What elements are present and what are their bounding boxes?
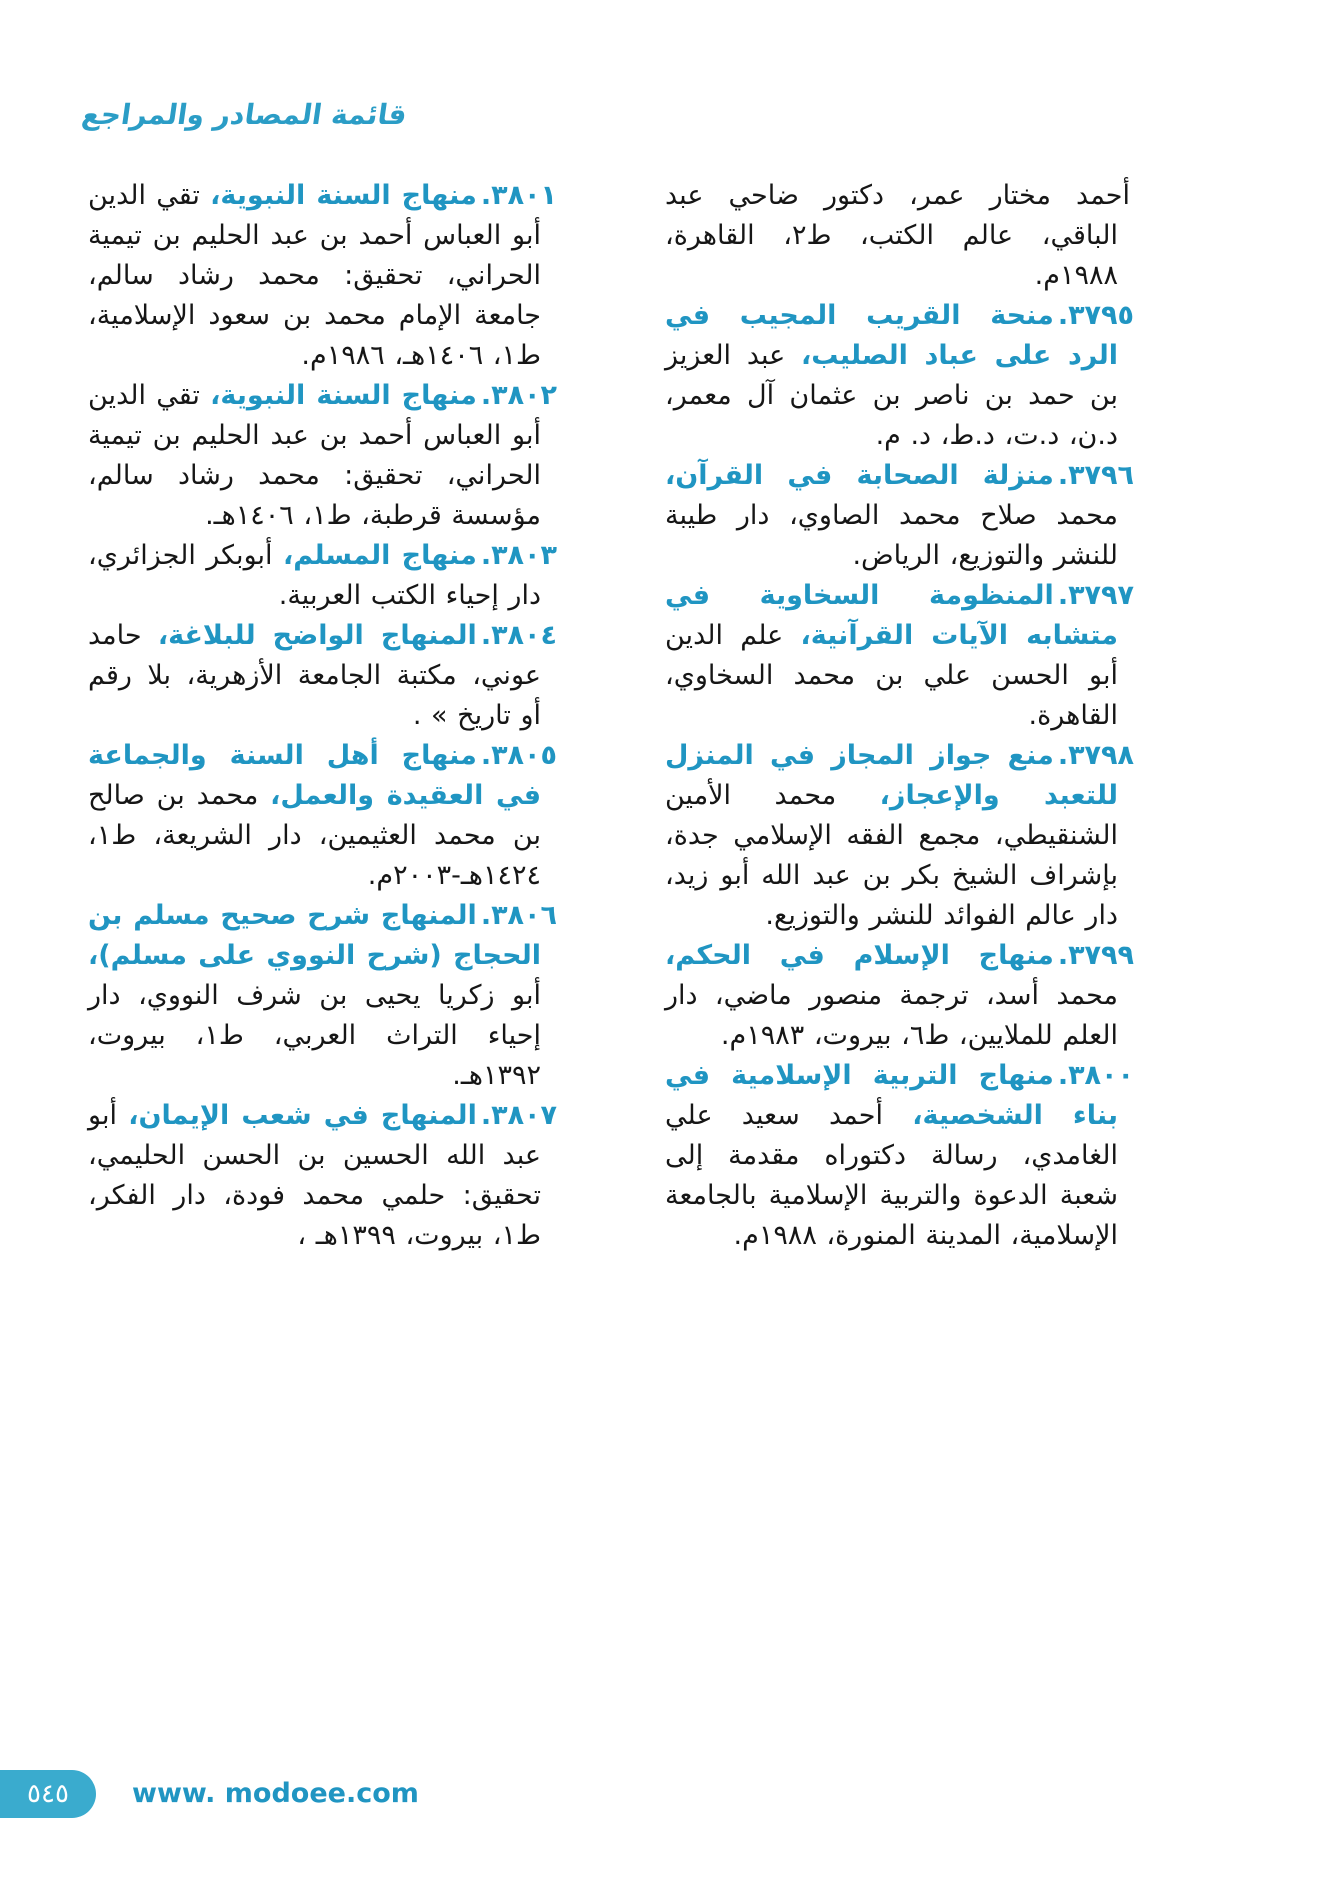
entry-body: تقي الدين أبو العباس أحمد بن عبد الحليم بن تيمية الحراني، تحقيق: محمد رشاد سالم، جامعة الإمام محمد بن سعود الإسلامية، ط١، ١٤٠٦هـ، ١٩٨٦م. [88,180,541,371]
bibliography-entry [665,176,1134,296]
entry-number: ٣٨٠٧. [480,1100,558,1131]
entry-number: ٣٨٠٤. [480,620,557,651]
bibliography-entry [88,176,557,376]
bibliography-entry [665,296,1134,456]
website-url: www. modoee.com [132,1778,419,1809]
entry-body: محمد الأمين الشنقيطي، مجمع الفقه الإسلامي جدة، بإشراف الشيخ بكر بن عبد الله أبو زيد، دار عالم الفوائد للنشر والتوزيع. [665,780,1118,931]
bibliography-entry [88,1096,557,1256]
column-right [665,176,1134,1256]
entry-title: منزلة الصحابة في القرآن، [665,460,1054,491]
entry-number: ٣٧٩٩. [1057,940,1134,971]
entry-body: عبد العزيز بن حمد بن ناصر بن عثمان آل معمر، د.ن، د.ت، د.ط، د. م. [665,340,1118,451]
bibliography-entry [665,456,1134,576]
entry-title: المنهاج الواضح للبلاغة، [157,620,477,651]
entry-number: ٣٧٩٥. [1057,300,1134,331]
bibliography-entry [665,576,1134,736]
bibliography-entry [88,376,557,536]
entry-number: ٣٧٩٨. [1057,740,1134,771]
entry-title: منهاج السنة النبوية، [210,380,477,411]
entry-number: ٣٨٠٠. [1057,1060,1134,1091]
entry-body: أحمد مختار عمر، دكتور ضاحي عبد الباقي، عالم الكتب، ط٢، القاهرة، ١٩٨٨م. [665,180,1130,291]
column-left [88,176,557,1256]
entry-title: منهاج السنة النبوية، [210,180,477,211]
page-header-title: قائمة المصادر والمراجع [79,98,410,131]
entry-title: المنهاج في شعب الإيمان، [128,1100,477,1131]
entry-title: منهاج الإسلام في الحكم، [665,940,1054,971]
entry-number: ٣٨٠٦. [480,900,557,931]
bibliography-entry [665,736,1134,936]
entry-body: أحمد سعيد علي الغامدي، رسالة دكتوراه مقدمة إلى شعبة الدعوة والتربية الإسلامية بالجامعة الإسلامية، المدينة المنورة، ١٩٨٨م. [665,1100,1118,1251]
entry-number: ٣٧٩٧. [1057,580,1134,611]
entry-title: المنهاج شرح صحيح مسلم بن الحجاج (شرح النووي على مسلم)، [88,900,541,971]
content-columns [0,176,1339,1256]
entry-body: محمد صلاح محمد الصاوي، دار طيبة للنشر والتوزيع، الرياض. [665,500,1118,571]
entry-title: منحة القريب المجيب في الرد على عباد الصليب، [665,300,1118,371]
bibliography-entry [88,536,557,616]
entry-number: ٣٨٠٥. [480,740,557,771]
page-number-badge [0,1770,96,1818]
entry-number: ٣٨٠١. [480,180,558,211]
entry-number: ٣٨٠٢. [480,380,558,411]
entry-body: تقي الدين أبو العباس أحمد بن عبد الحليم بن تيمية الحراني، تحقيق: محمد رشاد سالم، مؤسسة قرطبة، ط١، ١٤٠٦هـ. [88,380,541,531]
entry-body: حامد عوني، مكتبة الجامعة الأزهرية، بلا رقم أو تاريخ » . [88,620,541,731]
entry-number: ٣٨٠٣. [480,540,557,571]
entry-body: علم الدين أبو الحسن علي بن محمد السخاوي، القاهرة. [665,620,1118,731]
entry-body: أبو زكريا يحيى بن شرف النووي، دار إحياء التراث العربي، ط١، بيروت، ١٣٩٢هـ. [88,980,541,1091]
entry-body: محمد بن صالح بن محمد العثيمين، دار الشريعة، ط١، ١٤٢٤هـ-٢٠٠٣م. [88,780,541,891]
entry-title: منع جواز المجاز في المنزل للتعبد والإعجاز، [665,740,1118,811]
entry-body: محمد أسد، ترجمة منصور ماضي، دار العلم للملايين، ط٦، بيروت، ١٩٨٣م. [665,980,1118,1051]
entry-title: المنظومة السخاوية في متشابه الآيات القرآنية، [665,580,1118,651]
bibliography-entry [88,896,557,1096]
entry-body: أبو عبد الله الحسين بن الحسن الحليمي، تحقيق: حلمي محمد فودة، دار الفكر، ط١، بيروت، ١٣٩٩هـ ، [88,1100,541,1251]
bibliography-entry [665,1056,1134,1256]
bibliography-entry [88,616,557,736]
page-number: ٥٤٥ [27,1779,69,1809]
bibliography-entry [665,936,1134,1056]
entry-number: ٣٧٩٦. [1057,460,1134,491]
entry-body: أبوبكر الجزائري، دار إحياء الكتب العربية. [88,540,541,611]
bibliography-entry [88,736,557,896]
entry-title: منهاج التربية الإسلامية في بناء الشخصية، [665,1060,1118,1131]
entry-title: منهاج المسلم، [282,540,477,571]
entry-title: منهاج أهل السنة والجماعة في العقيدة والعمل، [88,740,541,811]
